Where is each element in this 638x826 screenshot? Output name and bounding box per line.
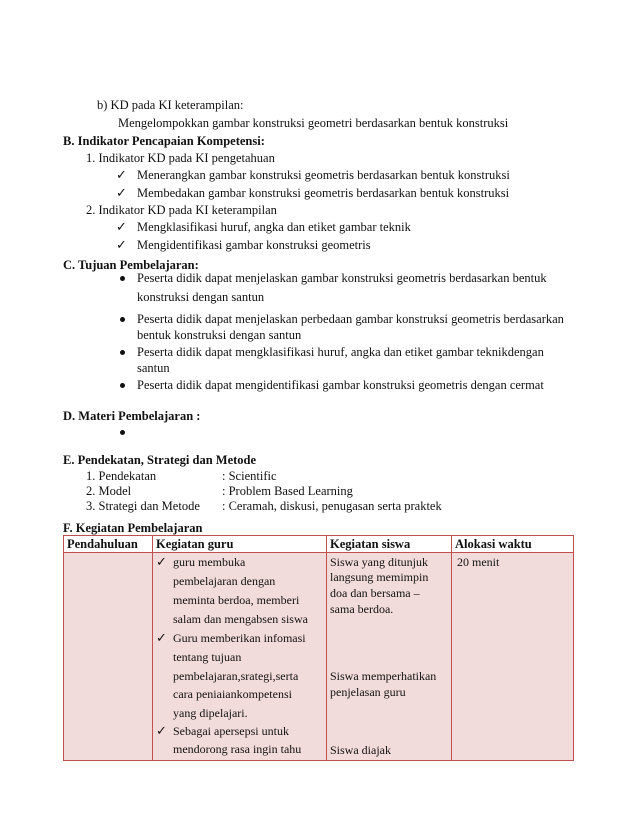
guru-line: Sebagai apersepsi untuk bbox=[173, 724, 289, 738]
siswa-line: penjelasan guru bbox=[330, 685, 406, 699]
kegiatan-table bbox=[63, 535, 574, 761]
guru-line: meminta berdoa, memberi bbox=[173, 593, 300, 607]
tujuan-item-line: konstruksi dengan santun bbox=[137, 290, 265, 304]
guru-line: mendorong rasa ingin tahu bbox=[173, 742, 302, 756]
bullet-icon bbox=[120, 430, 125, 435]
checkmark-icon: ✓ bbox=[156, 723, 167, 738]
tujuan-item-line: santun bbox=[137, 361, 170, 375]
checkmark-icon: ✓ bbox=[156, 630, 167, 645]
siswa-line: Siswa memperhatikan bbox=[330, 669, 437, 683]
metode-value: : Scientific bbox=[222, 469, 277, 483]
section-f-heading: F. Kegiatan Pembelajaran bbox=[63, 521, 203, 535]
indikator-pengetahuan-label: 1. Indikator KD pada KI pengetahuan bbox=[86, 151, 275, 165]
siswa-line: Siswa yang ditunjuk bbox=[330, 555, 428, 569]
checkmark-icon: ✓ bbox=[116, 167, 127, 182]
indikator-item: Mengklasifikasi huruf, angka dan etiket gambar teknik bbox=[137, 220, 411, 234]
tujuan-item-line: bentuk konstruksi dengan santun bbox=[137, 328, 302, 342]
section-c-heading: C. Tujuan Pembelajaran: bbox=[63, 258, 199, 272]
checkmark-icon: ✓ bbox=[156, 554, 167, 569]
column-header: Kegiatan guru bbox=[153, 536, 327, 553]
metode-label: 2. Model bbox=[86, 484, 132, 498]
checkmark-icon: ✓ bbox=[116, 185, 127, 200]
pendahuluan-cell bbox=[64, 553, 153, 761]
guru-line: salam dan mengabsen siswa bbox=[173, 612, 308, 626]
indikator-item: Membedakan gambar konstruksi geometris berdasarkan bentuk konstruksi bbox=[137, 186, 510, 200]
bullet-icon bbox=[120, 317, 125, 322]
kegiatan-siswa-cell bbox=[327, 553, 452, 761]
tujuan-item-line: Peserta didik dapat menjelaskan perbedaan gambar konstruksi geometris berdasarkan bbox=[137, 312, 564, 326]
table-header-row bbox=[64, 536, 574, 553]
siswa-line: Siswa diajak bbox=[330, 743, 391, 757]
guru-line: pembelajaran dengan bbox=[173, 574, 276, 588]
kd-keterampilan-label: b) KD pada KI keterampilan: bbox=[97, 98, 244, 112]
bullet-icon bbox=[120, 276, 125, 281]
indikator-item: Mengidentifikasi gambar konstruksi geometris bbox=[137, 238, 371, 252]
guru-line: tentang tujuan bbox=[173, 650, 242, 664]
kd-keterampilan-text: Mengelompokkan gambar konstruksi geometri berdasarkan bentuk konstruksi bbox=[118, 116, 509, 130]
checkmark-icon: ✓ bbox=[116, 219, 127, 234]
column-header: Kegiatan siswa bbox=[327, 536, 452, 553]
kegiatan-guru-cell bbox=[153, 553, 327, 761]
guru-line: guru membuka bbox=[173, 555, 246, 569]
section-b-heading: B. Indikator Pencapaian Kompetensi: bbox=[63, 134, 265, 148]
table-row bbox=[64, 553, 574, 761]
bullet-icon bbox=[120, 350, 125, 355]
column-header: Alokasi waktu bbox=[452, 536, 574, 553]
metode-label: 1. Pendekatan bbox=[86, 469, 157, 483]
guru-line: pembelajaran,srategi,serta bbox=[173, 669, 299, 683]
alokasi-waktu-cell bbox=[452, 553, 574, 761]
siswa-line: sama berdoa. bbox=[330, 602, 394, 616]
siswa-line: doa dan bersama – bbox=[330, 586, 420, 600]
tujuan-item-line: Peserta didik dapat mengidentifikasi gambar konstruksi geometris dengan cermat bbox=[137, 378, 544, 392]
column-header: Pendahuluan bbox=[64, 536, 153, 553]
indikator-item: Menerangkan gambar konstruksi geometris berdasarkan bentuk konstruksi bbox=[137, 168, 510, 182]
checkmark-icon: ✓ bbox=[116, 237, 127, 252]
tujuan-item-line: Peserta didik dapat mengklasifikasi huruf, angka dan etiket gambar teknikdengan bbox=[137, 345, 544, 359]
guru-line: Guru memberikan infomasi bbox=[173, 631, 306, 645]
guru-line: cara peniaiankompetensi bbox=[173, 687, 292, 701]
section-d-heading: D. Materi Pembelajaran : bbox=[63, 409, 201, 423]
metode-label: 3. Strategi dan Metode bbox=[86, 499, 200, 513]
alokasi-value: 20 menit bbox=[457, 555, 500, 569]
metode-value: : Problem Based Learning bbox=[222, 484, 353, 498]
bullet-icon bbox=[120, 383, 125, 388]
metode-value: : Ceramah, diskusi, penugasan serta praktek bbox=[222, 499, 442, 513]
section-e-heading: E. Pendekatan, Strategi dan Metode bbox=[63, 453, 257, 467]
tujuan-item-line: Peserta didik dapat menjelaskan gambar konstruksi geometris berdasarkan bentuk bbox=[137, 271, 547, 285]
guru-line: yang dipelajari. bbox=[173, 706, 248, 720]
siswa-line: langsung memimpin bbox=[330, 570, 429, 584]
indikator-keterampilan-label: 2. Indikator KD pada KI keterampilan bbox=[86, 203, 277, 217]
